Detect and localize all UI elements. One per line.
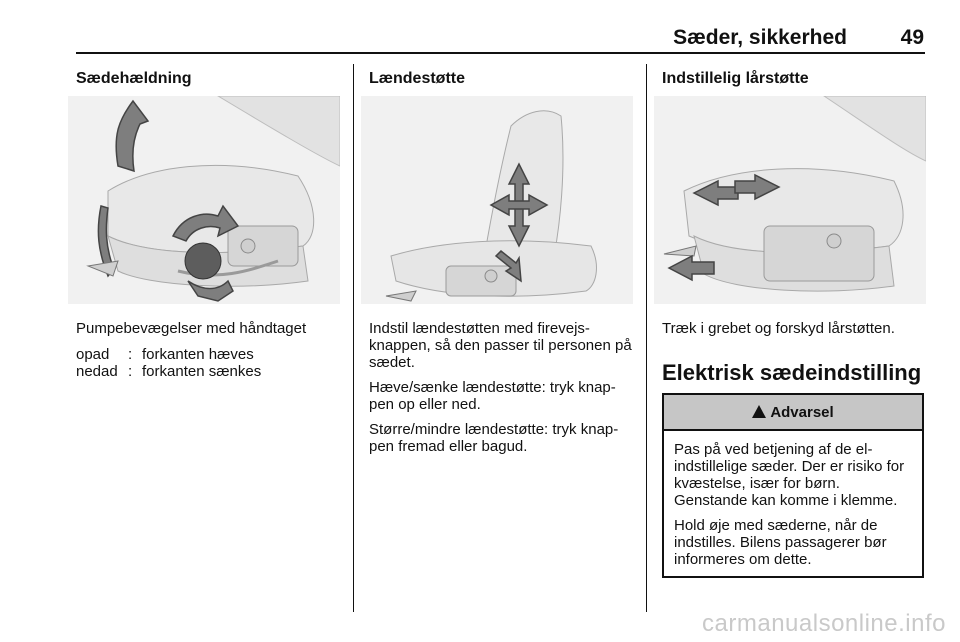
page-number: 49 [900,26,924,49]
paragraph: Hæve/sænke lændestøtte: tryk knap-pen op eller ned. [369,379,616,413]
col3-heading: Indstillelig lårstøtte [662,70,809,87]
warning-paragraph: Hold øje med sæderne, når de indstilles. Bilens passagerer bør informeres om dette. [674,517,887,568]
col3-body: Træk i grebet og forskyd lårstøtten. [662,320,895,337]
definition-term: opad [76,346,110,363]
column-divider-2 [646,64,647,612]
watermark: carmanualsonline.info [702,610,946,637]
warning-paragraph: Pas på ved betjening af de el-indstillelige sæder. Der er risiko for kvæstelse, især for børn. Genstande kan komme i klemme. [674,441,905,509]
definition-description: forkanten sænkes [142,363,262,380]
column-divider-1 [353,64,354,612]
definition-row [76,363,348,380]
definition-description: forkanten hæves [142,346,254,363]
definition-term: nedad [76,363,118,380]
header-rule [76,52,925,54]
col2-heading: Lændestøtte [369,70,465,87]
definition-separator: : [128,363,133,380]
warning-body [664,431,922,582]
paragraph: Indstil lændestøtten med firevejs-knappen, så den passer til personen på sædet. [369,320,632,371]
lumbar-support-illustration [361,96,633,304]
warning-header [664,395,922,431]
col1-caption: Pumpebevægelser med håndtaget [76,320,307,337]
col1-heading: Sædehældning [76,70,192,87]
definition-row [76,346,348,363]
section-heading: Elektrisk sædeindstilling [662,360,922,385]
warning-icon [752,405,766,418]
definition-separator: : [128,346,133,363]
running-header-title: Sæder, sikkerhed [673,26,847,49]
col1-definitions [76,346,348,380]
warning-box [662,393,924,578]
warning-title: Advarsel [770,403,834,421]
thigh-support-illustration [654,96,926,304]
col2-body [369,320,637,463]
paragraph: Større/mindre lændestøtte: tryk knap-pen fremad eller bagud. [369,421,619,455]
seat-tilt-illustration [68,96,340,304]
